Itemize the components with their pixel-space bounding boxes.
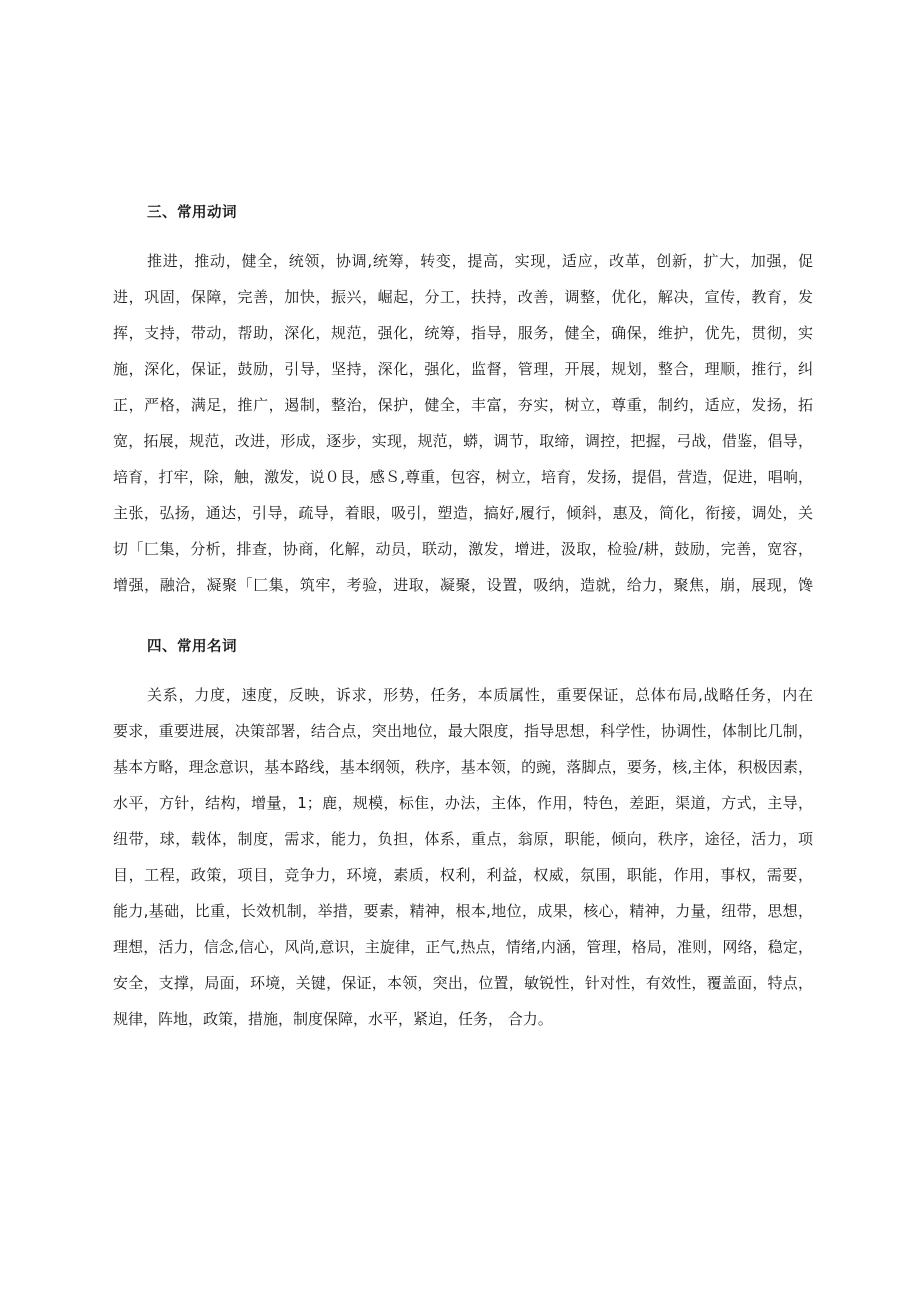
section-heading: 三、常用动词 (147, 205, 237, 221)
paragraph-line: 挥，支持，带动，帮助，深化，规范，强化，统筹，指导，服务，健全，确保，维护，优先，贯彻，实 (113, 324, 813, 342)
paragraph-line: 规律，阵地，政策，措施，制度保障，水平，紧迫，任务， 合力。 (113, 1010, 553, 1028)
paragraph-line: 水平，方针，结构，增量，1；鹿，规模，标隹，办法，主体，作用，特色，差距，渠道，方式，主导， (113, 794, 813, 812)
paragraph-line: 理想，活力，信念,信心，风尚,意识，主旋律，正气,热点，情绪,内涵，管理，格局，准则，网络，稳定， (113, 938, 813, 956)
paragraph-line: 目，工程，政策，项目，竞争力，环境，素质，权利，利益，权威，氛围，职能，作用，事权，需要， (113, 866, 813, 884)
paragraph-line: 主张，弘扬，通达，引导，疏导，着眼，吸引，塑造，搞好,履行，倾斜，惠及，简化，衔接，调处，关 (113, 504, 813, 522)
paragraph-line: 纽带，球，载体，制度，需求，能力，负担，体系，重点，翁原，职能，倾向，秩序，途径，活力，项 (113, 830, 813, 848)
paragraph-line: 正，严格，满足，推广，遏制，整治，保护，健全，丰富，夯实，树立，尊重，制约，适应，发扬，拓 (113, 396, 813, 414)
section-heading: 四、常用名词 (147, 639, 237, 655)
paragraph-line: 要求，重要进展，决策部署，结合点，突出地位，最大限度，指导思想，科学性，协调性，体制比几制， (113, 722, 813, 740)
paragraph-line: 进，巩固，保障，完善，加快，振兴，崛起，分工，扶持，改善，调整，优化，解决，宣传，教育，发 (113, 288, 813, 306)
paragraph-line: 切「匚集，分析，排查，协商，化解，动员，联动，激发，增进，汲取，检验/耕，鼓励，完善，宽容， (113, 540, 813, 558)
paragraph-line: 能力,基础，比重，长效机制，举措，要素，精神，根本,地位，成果，核心，精神，力量，纽带，思想， (113, 902, 813, 920)
paragraph-line: 推进，推动，健全，统领，协调,统筹，转变，提高，实现，适应，改革，创新，扩大，加强，促 (147, 252, 813, 270)
paragraph-line: 安全，支撑，局面，环境，关键，保证，本领，突出，位置，敏锐性，针对性，有效性，覆盖面，特点， (113, 974, 813, 992)
paragraph-line: 基本方略，理念意识，基本路线，基本纲领，秩序，基本领，的豌，落脚点，要务，核,主体，积极因素， (113, 758, 813, 776)
paragraph-line: 增强，融洽，凝聚「匚集，筑牢，考验，进取，凝聚，设置，吸纳，造就，给力，聚焦，崩，展现，馋 (113, 576, 813, 594)
paragraph-line: 宽，拓展，规范，改进，形成，逐步，实现，规范，蟒，调节，取缔，调控，把握，弓战，借鉴，倡导， (113, 432, 813, 450)
paragraph-line: 关系，力度，速度，反映，诉求，形势，任务，本质属性，重要保证，总体布局,战略任务，内在 (147, 686, 813, 704)
paragraph-line: 培育，打牢，除，触，激发，说０艮，感Ｓ,尊重，包容，树立，培育，发扬，提倡，营造，促进，唱响， (113, 468, 813, 486)
paragraph-line: 施，深化，保证，鼓励，引导，坚持，深化，强化，监督，管理，开展，规划，整合，理顺，推行，纠 (113, 360, 813, 378)
